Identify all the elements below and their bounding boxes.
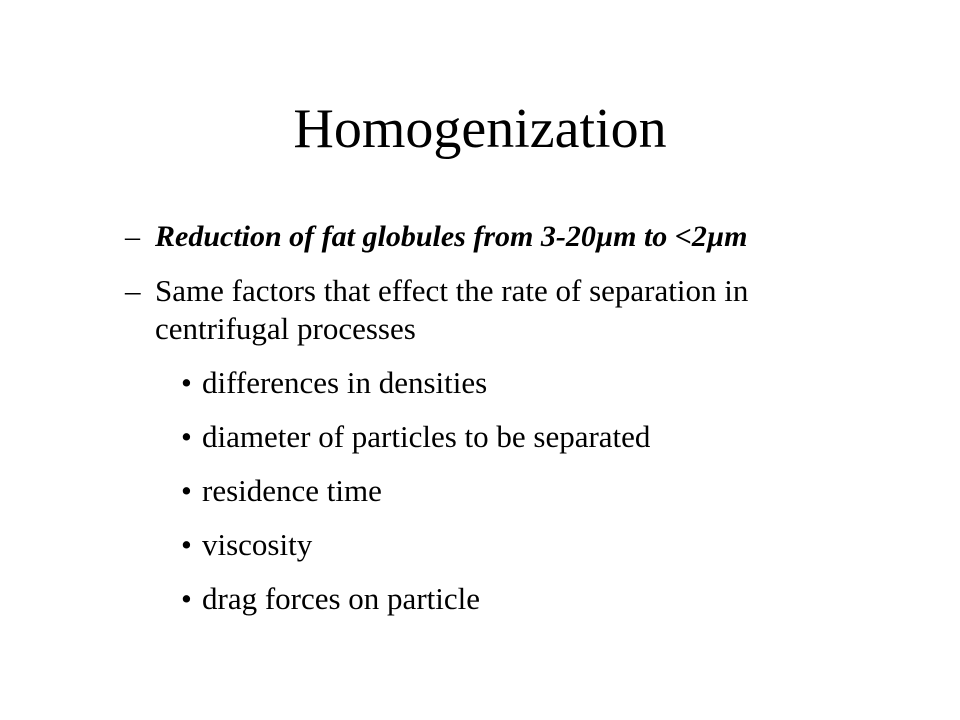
dash-item-text: Reduction of fat globules from 3-20µm to <2µm bbox=[155, 220, 748, 253]
dash-item bbox=[125, 218, 885, 256]
bullet-item bbox=[125, 364, 885, 402]
bullet-marker: • bbox=[181, 527, 192, 562]
dash-marker: – bbox=[125, 273, 141, 308]
bullet-item bbox=[125, 526, 885, 564]
slide-title: Homogenization bbox=[293, 98, 667, 160]
slide-body bbox=[125, 218, 885, 634]
bullet-item bbox=[125, 418, 885, 456]
bullet-list bbox=[125, 364, 885, 618]
dash-marker: – bbox=[125, 220, 140, 253]
bullet-marker: • bbox=[181, 473, 192, 508]
bullet-item bbox=[125, 580, 885, 618]
dash-item-text: Same factors that effect the rate of separation in centrifugal processes bbox=[155, 273, 749, 346]
bullet-text: diameter of particles to be separated bbox=[202, 419, 651, 454]
bullet-text: residence time bbox=[202, 473, 382, 508]
bullet-item bbox=[125, 472, 885, 510]
bullet-marker: • bbox=[181, 419, 192, 454]
bullet-text: differences in densities bbox=[202, 365, 488, 400]
bullet-text: viscosity bbox=[202, 527, 313, 562]
dash-item bbox=[125, 272, 885, 348]
bullet-text: drag forces on particle bbox=[202, 581, 481, 616]
bullet-marker: • bbox=[181, 365, 192, 400]
bullet-marker: • bbox=[181, 581, 192, 616]
